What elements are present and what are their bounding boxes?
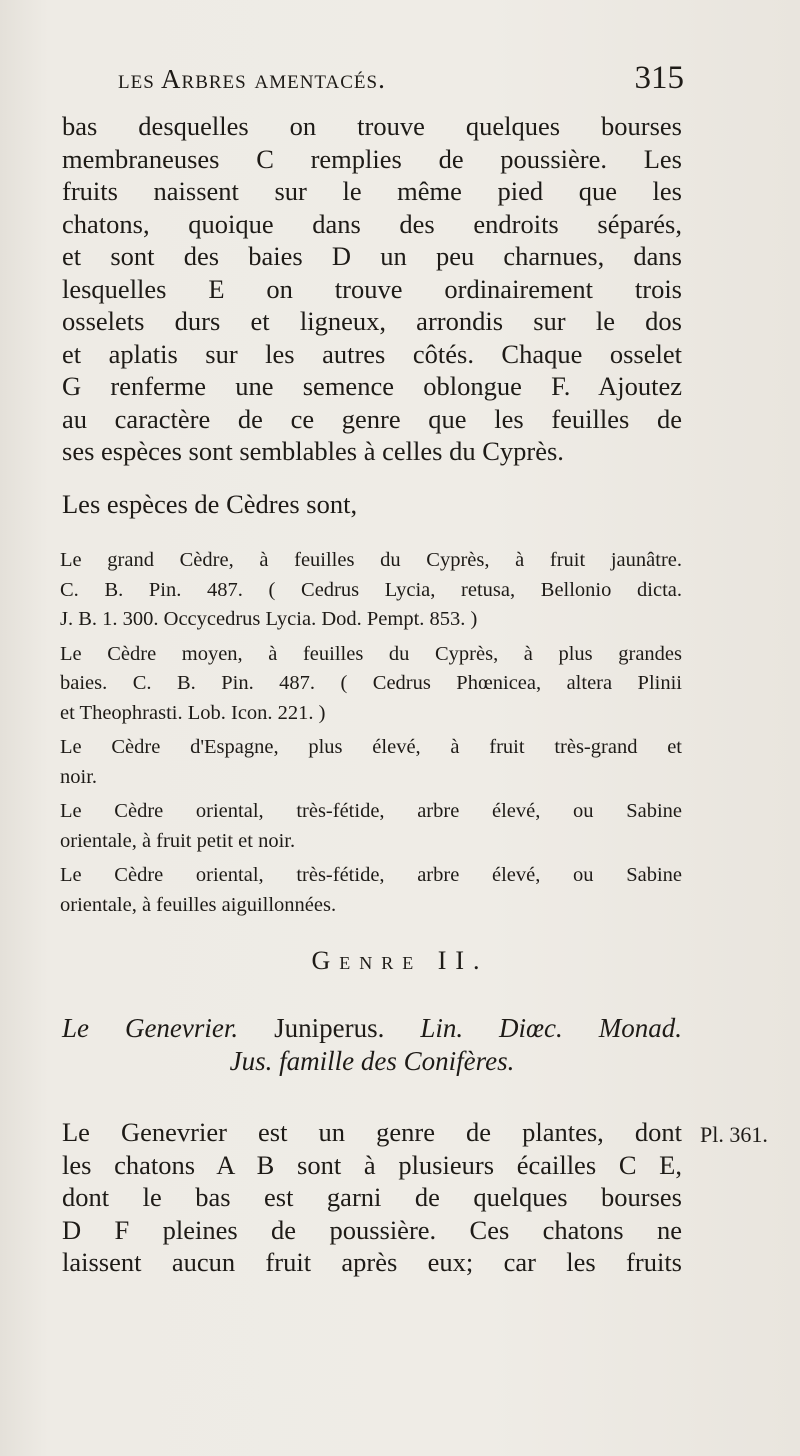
genus-family-line: Jus. famille des Conifères. [229,1046,515,1076]
species-entry [60,861,682,920]
text-line: chatons, quoique dans des endroits séparés, [62,208,682,239]
species-line: J. B. 1. 300. Occycedrus Lycia. Dod. Pempt. 853. ) [60,608,478,630]
text-line: au caractère de ce genre que les feuilles de [62,403,682,434]
text-line: fruits naissent sur le même pied que les [62,176,682,206]
plate-reference: Pl. 361. [700,1122,768,1147]
page-number: 315 [634,60,684,96]
species-line: Le Cèdre oriental, très-fétide, arbre élevé, ou Sabine [60,800,682,822]
species-entry [60,640,682,729]
species-line: C. B. Pin. 487. ( Cedrus Lycia, retusa, Bellonio dicta. [60,578,682,601]
genus-name-block [62,1012,682,1078]
text-line: osselets durs et ligneux, arrondis sur le dos [62,306,682,336]
species-line: orientale, à fruit petit et noir. [60,829,296,852]
text-line: Le Genevrier est un genre de plantes, dont [62,1117,682,1147]
species-line: orientale, à feuilles aiguillonnées. [60,893,337,916]
species-list [60,546,682,925]
species-line: baies. C. B. Pin. 487. ( Cedrus Phœnicea, altera Plinii [60,672,682,694]
species-line: Le Cèdre moyen, à feuilles du Cyprès, à plus grandes [60,642,682,665]
genus-heading: Genre II. [311,946,489,975]
text-line: dont le bas est garni de quelques bourses [62,1182,682,1212]
species-line: Le Cèdre oriental, très-fétide, arbre élevé, ou Sabine [60,864,682,886]
species-subheading: Les espèces de Cèdres sont, [62,489,358,519]
text-line: G renferme une semence oblongue F. Ajoutez [62,371,682,401]
text-line: lesquelles E on trouve ordinairement trois [62,273,682,304]
running-title: les Arbres amentacés. [118,64,386,94]
text-line: D F pleines de poussière. Ces chatons ne [62,1214,682,1245]
text-line: membraneuses C remplies de poussière. Les [62,143,682,174]
text-line: et sont des baies D un peu charnues, dans [62,241,682,271]
genus-common-name: Le Genevrier. [62,1013,239,1043]
text-line: laissent aucun fruit après eux; car les fruits [62,1247,682,1277]
text-line: et aplatis sur les autres côtés. Chaque osselet [62,338,682,369]
species-line: Le grand Cèdre, à feuilles du Cyprès, à fruit jaunâtre. [60,549,682,571]
species-line: noir. [60,765,98,788]
genus-latin-name: Juniperus. [274,1013,385,1043]
species-entry [60,797,682,856]
paragraph-cedar-characters [62,110,682,468]
genus-name-line [62,1012,682,1045]
text-line: bas desquelles on trouve quelques bourses [62,111,682,141]
genus-classification: Lin. Diœc. Monad. [420,1013,682,1043]
species-entry [60,733,682,792]
paragraph-juniper-characters [62,1116,682,1279]
page-header [118,58,684,102]
species-line: Le Cèdre d'Espagne, plus élevé, à fruit très-grand et [60,736,682,758]
text-line: ses espèces sont semblables à celles du Cyprès. [62,436,564,466]
species-line: et Theophrasti. Lob. Icon. 221. ) [60,701,326,724]
species-entry [60,546,682,635]
text-line: les chatons A B sont à plusieurs écailles C E, [62,1149,682,1180]
